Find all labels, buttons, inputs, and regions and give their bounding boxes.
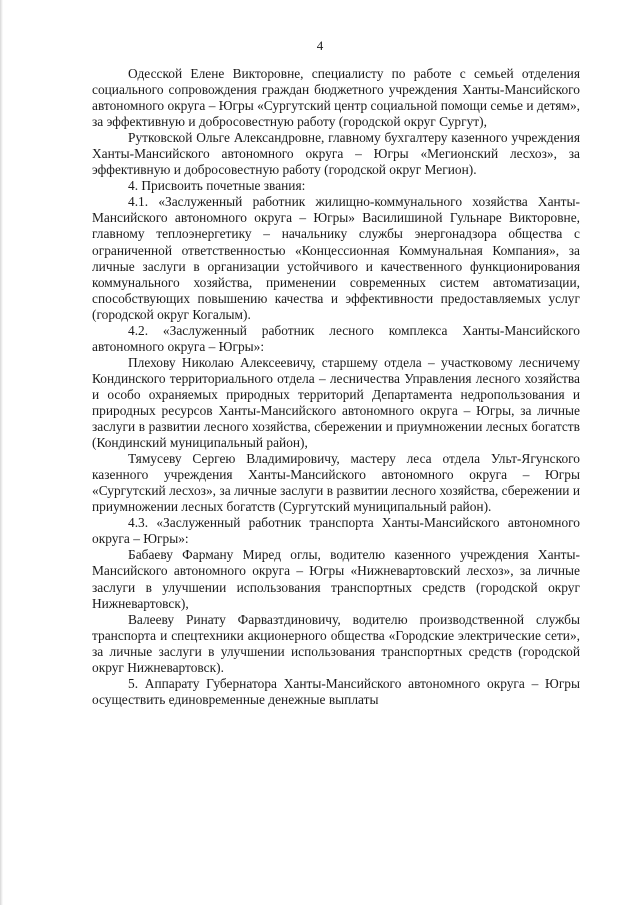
paragraph-rutkovskaya: Рутковской Ольге Александровне, главному бухгалтеру казенного учреждения Ханты-Мансийского автономного округа – Югры «Мегионский лесхоз», за эффективную и добросовестную работу (городской округ Мегион).	[92, 130, 580, 178]
paragraph-odesskaya: Одесской Елене Викторовне, специалисту по работе с семьей отделения социального сопровождения граждан бюджетного учреждения Ханты-Мансийского автономного округа – Югры «Сургутский центр социальной помощи семье и детям», за эффективную и добросовестную работу (городской округ Сургут),	[92, 66, 580, 130]
page-number: 4	[316, 38, 324, 53]
paragraph-babaev: Бабаеву Фарману Миред оглы, водителю казенного учреждения Ханты-Мансийского автономного округа – Югры «Нижневартовский лесхоз», за личные заслуги в улучшении использования транспортных средств (городской округ Нижневартовск),	[92, 547, 580, 611]
paragraph-tyamusev: Тямусеву Сергею Владимировичу, мастеру леса отдела Ульт-Ягунского казенного учреждения Ханты-Мансийского автономного округа – Югры «Сургутский лесхоз», за личные заслуги в развитии лесного хозяйства, сбережении и приумножении лесных богатств (Сургутский муниципальный район).	[92, 451, 580, 515]
paragraph-section-4-2-heading: 4.2. «Заслуженный работник лесного комплекса Ханты-Мансийского автономного округа – Югры»:	[92, 322, 580, 354]
paragraph-valeev: Валееву Ринату Фарвазтдиновичу, водителю производственной службы транспорта и спецтехники акционерного общества «Городские электрические сети», за личные заслуги в улучшении использования транспортных средств (городской округ Нижневартовск).	[92, 611, 580, 675]
paragraph-plekhov: Плехову Николаю Алексеевичу, старшему отдела – участковому лесничему Кондинского территориального отдела – лесничества Управления лесного хозяйства и особо охраняемых природных территорий Департамента недропользования и природных ресурсов Ханты-Мансийского автономного округа – Югры, за личные заслуги в развитии лесного хозяйства, сбережении и приумножении лесных богатств (Кондинский муниципальный район),	[92, 354, 580, 451]
paragraph-section-5: 5. Аппарату Губернатора Ханты-Мансийского автономного округа – Югры осуществить единовременные денежные выплаты	[92, 675, 580, 707]
paragraph-section-4-heading: 4. Присвоить почетные звания:	[128, 178, 306, 194]
page-edge-shadow	[0, 0, 3, 905]
paragraph-section-4-1: 4.1. «Заслуженный работник жилищно-коммунального хозяйства Ханты-Мансийского автономного округа – Югры» Василишиной Гульнаре Викторовне, главному теплоэнергетику – начальнику службы энергонадзора общества с ограниченной ответственностью «Концессионная Коммунальная Компания», за личные заслуги в организации устойчивого и качественного функционирования коммунального хозяйства, применении современных систем автоматизации, способствующих повышению качества и эффективности предоставляемых услуг (городской округ Когалым).	[92, 194, 580, 322]
document-body	[92, 66, 580, 708]
paragraph-section-4-3-heading: 4.3. «Заслуженный работник транспорта Ханты-Мансийского автономного округа – Югры»:	[92, 515, 580, 547]
